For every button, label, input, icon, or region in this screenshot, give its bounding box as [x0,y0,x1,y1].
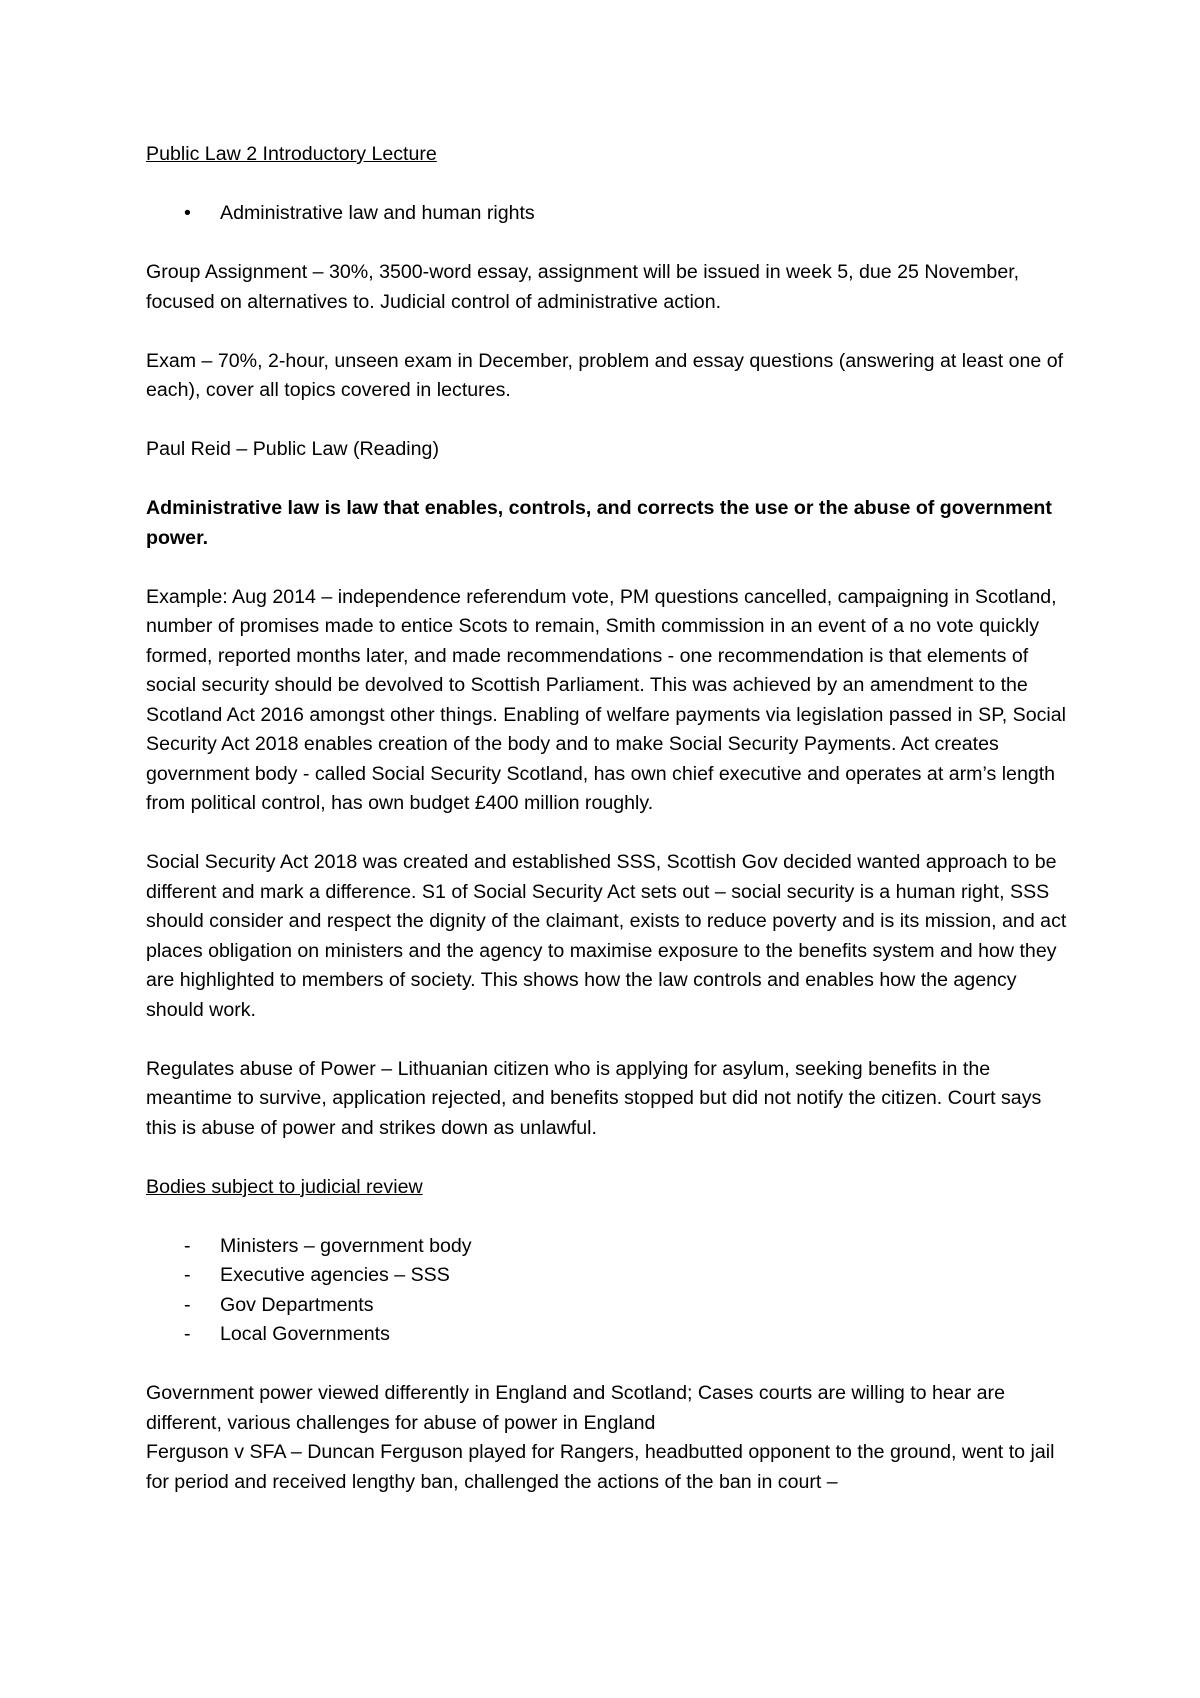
definition-paragraph: Administrative law is law that enables, controls, and corrects the use or the abuse of government power. [146,497,1052,549]
list-item [146,1261,1076,1291]
regulates-paragraph: Regulates abuse of Power – Lithuanian citizen who is applying for asylum, seeking benefits in the meantime to survive, application rejected, and benefits stopped but did not notify the citizen. Court says this is abuse of power and strikes down as unlawful. [146,1057,1042,1139]
dash-marker: - [184,1234,191,1257]
bodies-heading: Bodies subject to judicial review [146,1175,423,1198]
ferguson-paragraph: Ferguson v SFA – Duncan Ferguson played for Rangers, headbutted opponent to the ground, went to jail for period and received lengthy ban, challenged the actions of the ban in court – [146,1441,1055,1493]
social-security-paragraph: Social Security Act 2018 was created and established SSS, Scottish Gov decided wanted approach to be different and mark a difference. S1 of Social Security Act sets out – social security is a human right, SSS should consider and respect the dignity of the claimant, exists to reduce poverty and is its mission, and act places obligation on ministers and the agency to maximise exposure to the benefits system and how they are highlighted to members of society. This shows how the law controls and enables how the agency should work. [146,851,1067,1021]
dash-marker: - [184,1293,191,1316]
list-item [146,199,1076,229]
group-assignment-paragraph: Group Assignment – 30%, 3500-word essay, assignment will be issued in week 5, due 25 November, focused on alternatives to. Judicial control of administrative action. [146,261,1020,313]
list-item [146,1291,1076,1321]
reading-paragraph: Paul Reid – Public Law (Reading) [146,438,439,460]
example-paragraph: Example: Aug 2014 – independence referendum vote, PM questions cancelled, campaigning in Scotland, number of promises made to entice Scots to remain, Smith commission in an event of a no vote quickly formed, reported months later, and made recommendations - one recommendation is that elements of social security should be devolved to Scottish Parliament. This was achieved by an amendment to the Scotland Act 2016 amongst other things. Enabling of welfare payments via legislation passed in SP, Social Security Act 2018 enables creation of the body and to make Social Security Payments. Act creates government body - called Social Security Scotland, has own chief executive and operates at arm’s length from political control, has own budget £400 million roughly. [146,585,1067,814]
dash-marker: - [184,1323,191,1345]
dash-marker: - [184,1264,191,1286]
list-item-text: Local Governments [220,1323,390,1345]
topic-list [146,199,1076,229]
list-item-text: Administrative law and human rights [220,202,535,224]
bullet-marker: • [184,202,191,224]
government-power-paragraph: Government power viewed differently in England and Scotland; Cases courts are willing to hear are different, various challenges for abuse of power in England [146,1382,1005,1434]
list-item-text: Gov Departments [220,1293,374,1316]
list-item-text: Ministers – government body [220,1234,472,1257]
bodies-list [146,1232,1076,1350]
list-item [146,1320,1076,1350]
list-item-text: Executive agencies – SSS [220,1264,450,1286]
document-page [146,140,1076,1527]
exam-paragraph: Exam – 70%, 2-hour, unseen exam in December, problem and essay questions (answering at least one of each), cover all topics covered in lectures. [146,349,1064,401]
document-title: Public Law 2 Introductory Lecture [146,143,437,165]
list-item [146,1232,1076,1262]
